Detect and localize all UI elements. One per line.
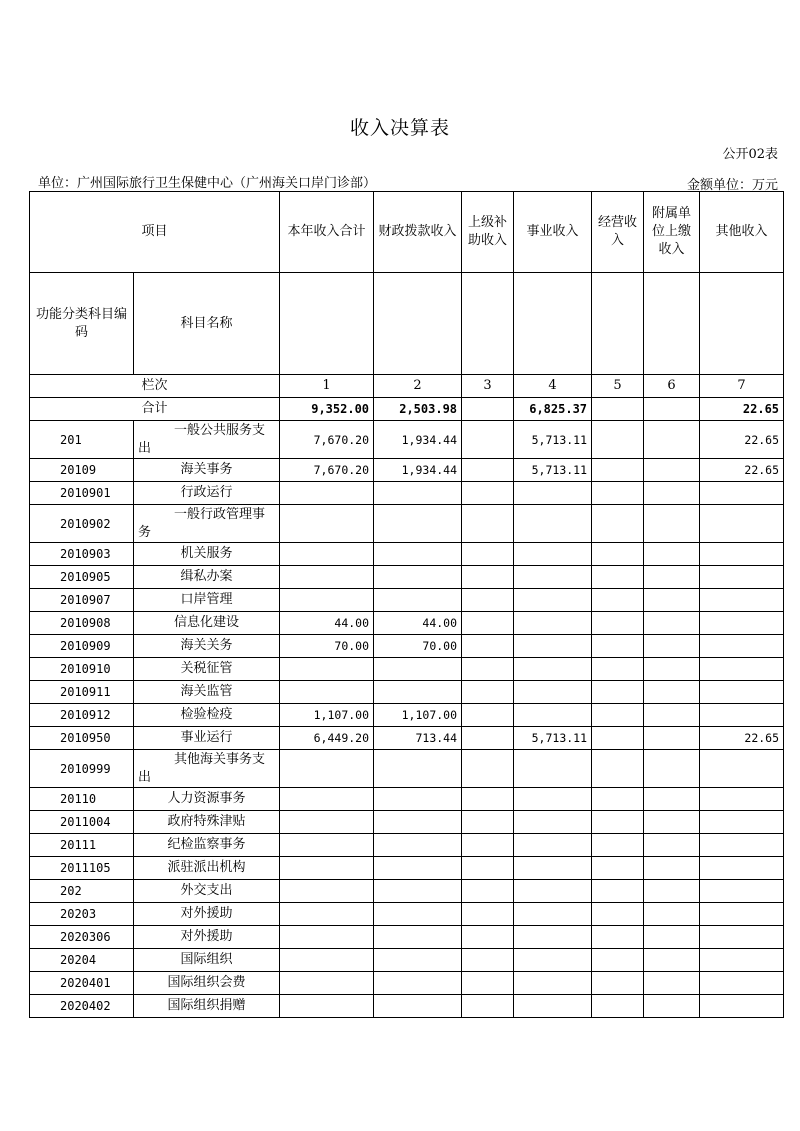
amount-cell: 6,449.20	[280, 727, 374, 750]
amount-cell	[280, 949, 374, 972]
table-row	[30, 995, 784, 1018]
amount-cell	[700, 949, 784, 972]
amount-cell	[514, 505, 592, 543]
amount-cell	[374, 926, 462, 949]
amount-cell: 44.00	[374, 612, 462, 635]
subject-name-cell: 一般公共服务支出	[134, 421, 280, 459]
amount-cell	[700, 589, 784, 612]
amount-cell	[280, 566, 374, 589]
table-row	[30, 750, 784, 788]
subject-name-cell: 海关关务	[134, 635, 280, 658]
header-fiscal: 财政拨款收入	[374, 192, 462, 273]
func-code-cell: 20203	[30, 903, 134, 926]
amount-cell: 22.65	[700, 459, 784, 482]
amount-cell	[280, 658, 374, 681]
amount-cell	[280, 926, 374, 949]
amount-cell	[700, 704, 784, 727]
subject-name-cell: 口岸管理	[134, 589, 280, 612]
amount-cell	[644, 811, 700, 834]
amount-cell	[374, 949, 462, 972]
table-row	[30, 459, 784, 482]
amount-cell: 1,934.44	[374, 421, 462, 459]
subject-name-cell: 国际组织	[134, 949, 280, 972]
func-code-cell: 202	[30, 880, 134, 903]
amount-cell	[462, 566, 514, 589]
amount-cell	[700, 880, 784, 903]
amount-cell	[592, 949, 644, 972]
amount-cell	[514, 880, 592, 903]
func-code-cell: 2010950	[30, 727, 134, 750]
func-code-cell: 2010905	[30, 566, 134, 589]
amount-cell	[374, 995, 462, 1018]
reporting-unit: 单位：广州国际旅行卫生保健中心（广州海关口岸门诊部）	[38, 176, 377, 191]
amount-cell	[700, 788, 784, 811]
subject-name-cell: 信息化建设	[134, 612, 280, 635]
subject-name-cell: 纪检监察事务	[134, 834, 280, 857]
subject-name-cell: 国际组织捐赠	[134, 995, 280, 1018]
amount-cell	[462, 612, 514, 635]
total-label: 合计	[30, 398, 280, 421]
amount-cell	[592, 421, 644, 459]
func-code-cell: 2020401	[30, 972, 134, 995]
amount-cell	[280, 543, 374, 566]
amount-cell: 7,670.20	[280, 421, 374, 459]
amount-cell	[374, 658, 462, 681]
amount-cell: 713.44	[374, 727, 462, 750]
amount-cell	[280, 972, 374, 995]
column-number: 1	[280, 375, 374, 398]
amount-cell	[462, 589, 514, 612]
total-value: 22.65	[700, 398, 784, 421]
total-value	[462, 398, 514, 421]
amount-cell	[514, 658, 592, 681]
amount-cell	[374, 811, 462, 834]
amount-cell: 44.00	[280, 612, 374, 635]
amount-cell	[644, 926, 700, 949]
amount-cell	[514, 788, 592, 811]
column-number: 2	[374, 375, 462, 398]
amount-cell	[514, 589, 592, 612]
amount-cell	[592, 589, 644, 612]
column-number: 6	[644, 375, 700, 398]
amount-cell	[280, 750, 374, 788]
amount-cell	[514, 834, 592, 857]
func-code-cell: 2010908	[30, 612, 134, 635]
amount-cell	[592, 566, 644, 589]
amount-cell	[514, 972, 592, 995]
header-func-code: 功能分类科目编码	[30, 273, 134, 375]
amount-cell	[280, 857, 374, 880]
amount-cell	[700, 811, 784, 834]
amount-cell	[374, 903, 462, 926]
func-code-cell: 20109	[30, 459, 134, 482]
amount-cell	[514, 681, 592, 704]
func-code-cell: 20110	[30, 788, 134, 811]
amount-cell	[592, 788, 644, 811]
amount-cell	[592, 972, 644, 995]
amount-cell	[280, 681, 374, 704]
amount-cell	[644, 566, 700, 589]
amount-cell	[700, 834, 784, 857]
amount-cell	[462, 857, 514, 880]
amount-cell	[592, 880, 644, 903]
header-row	[30, 192, 784, 273]
amount-cell	[280, 482, 374, 505]
amount-cell	[592, 995, 644, 1018]
column-number: 7	[700, 375, 784, 398]
amount-cell	[514, 857, 592, 880]
amount-cell	[644, 704, 700, 727]
amount-cell	[644, 903, 700, 926]
amount-cell	[514, 995, 592, 1018]
column-number: 4	[514, 375, 592, 398]
amount-cell	[462, 505, 514, 543]
amount-cell	[592, 727, 644, 750]
amount-cell	[280, 811, 374, 834]
amount-cell	[374, 972, 462, 995]
table-row	[30, 421, 784, 459]
amount-cell	[374, 857, 462, 880]
amount-cell	[700, 482, 784, 505]
amount-cell	[280, 834, 374, 857]
amount-cell	[280, 903, 374, 926]
amount-cell	[592, 635, 644, 658]
amount-cell	[700, 505, 784, 543]
amount-cell	[280, 880, 374, 903]
amount-cell	[644, 635, 700, 658]
amount-cell	[374, 505, 462, 543]
amount-cell	[514, 635, 592, 658]
amount-cell: 1,107.00	[280, 704, 374, 727]
table-row	[30, 543, 784, 566]
amount-cell	[700, 903, 784, 926]
amount-cell: 1,107.00	[374, 704, 462, 727]
amount-cell	[514, 704, 592, 727]
subject-name-cell: 一般行政管理事务	[134, 505, 280, 543]
amount-cell	[644, 750, 700, 788]
amount-cell	[374, 834, 462, 857]
func-code-cell: 2020306	[30, 926, 134, 949]
amount-cell	[592, 811, 644, 834]
subject-name-cell: 国际组织会费	[134, 972, 280, 995]
amount-cell	[514, 543, 592, 566]
amount-cell: 5,713.11	[514, 459, 592, 482]
amount-cell	[462, 750, 514, 788]
func-code-cell: 2010901	[30, 482, 134, 505]
amount-cell	[644, 788, 700, 811]
amount-cell	[644, 505, 700, 543]
func-code-cell: 2020402	[30, 995, 134, 1018]
amount-cell	[644, 543, 700, 566]
func-code-cell: 20111	[30, 834, 134, 857]
amount-cell	[462, 635, 514, 658]
subject-name-cell: 对外援助	[134, 926, 280, 949]
func-code-cell: 2011004	[30, 811, 134, 834]
subject-name-cell: 事业运行	[134, 727, 280, 750]
table-row	[30, 566, 784, 589]
func-code-cell: 2010910	[30, 658, 134, 681]
subject-name-cell: 检验检疫	[134, 704, 280, 727]
func-code-cell: 2010912	[30, 704, 134, 727]
money-unit: 金额单位：万元	[686, 178, 778, 193]
column-number-label: 栏次	[30, 375, 280, 398]
amount-cell	[462, 482, 514, 505]
amount-cell	[592, 505, 644, 543]
subject-name-cell: 缉私办案	[134, 566, 280, 589]
func-code-cell: 2010999	[30, 750, 134, 788]
column-number: 3	[462, 375, 514, 398]
amount-cell: 22.65	[700, 727, 784, 750]
amount-cell	[592, 834, 644, 857]
amount-cell	[592, 750, 644, 788]
subject-name-cell: 海关事务	[134, 459, 280, 482]
header-other: 其他收入	[700, 192, 784, 273]
func-code-cell: 2010911	[30, 681, 134, 704]
table-row	[30, 681, 784, 704]
amount-cell	[514, 903, 592, 926]
subject-name-cell: 派驻派出机构	[134, 857, 280, 880]
amount-cell	[514, 482, 592, 505]
header-operating: 经营收入	[592, 192, 644, 273]
amount-cell	[700, 635, 784, 658]
table-row	[30, 658, 784, 681]
table-row	[30, 635, 784, 658]
amount-cell	[700, 658, 784, 681]
subject-name-cell: 行政运行	[134, 482, 280, 505]
table-row	[30, 811, 784, 834]
amount-cell	[592, 658, 644, 681]
amount-cell	[592, 903, 644, 926]
amount-cell	[700, 995, 784, 1018]
total-value: 9,352.00	[280, 398, 374, 421]
amount-cell	[514, 612, 592, 635]
amount-cell	[644, 421, 700, 459]
amount-cell	[644, 972, 700, 995]
amount-cell	[592, 681, 644, 704]
amount-cell	[462, 926, 514, 949]
form-number: 公开02表	[722, 147, 778, 162]
table-row	[30, 788, 784, 811]
subject-name-cell: 关税征管	[134, 658, 280, 681]
amount-cell	[644, 880, 700, 903]
func-code-cell: 2010909	[30, 635, 134, 658]
table-row	[30, 834, 784, 857]
amount-cell	[592, 704, 644, 727]
header-total: 本年收入合计	[280, 192, 374, 273]
func-code-cell: 2011105	[30, 857, 134, 880]
subject-name-cell: 外交支出	[134, 880, 280, 903]
amount-cell	[374, 880, 462, 903]
amount-cell	[700, 857, 784, 880]
table-row	[30, 727, 784, 750]
func-code-cell: 2010907	[30, 589, 134, 612]
report-title: 收入决算表	[349, 117, 450, 139]
amount-cell: 70.00	[374, 635, 462, 658]
amount-cell	[592, 857, 644, 880]
func-code-cell: 201	[30, 421, 134, 459]
amount-cell	[374, 788, 462, 811]
amount-cell	[462, 658, 514, 681]
amount-cell	[592, 543, 644, 566]
header-business: 事业收入	[514, 192, 592, 273]
amount-cell	[374, 589, 462, 612]
amount-cell	[644, 857, 700, 880]
amount-cell	[644, 459, 700, 482]
table-row	[30, 482, 784, 505]
column-number-row	[30, 375, 784, 398]
subheader-row	[30, 273, 784, 375]
amount-cell	[462, 681, 514, 704]
column-number: 5	[592, 375, 644, 398]
amount-cell	[592, 926, 644, 949]
total-value: 6,825.37	[514, 398, 592, 421]
amount-cell: 22.65	[700, 421, 784, 459]
amount-cell	[644, 949, 700, 972]
total-value	[644, 398, 700, 421]
amount-cell	[514, 750, 592, 788]
amount-cell	[462, 421, 514, 459]
table-row	[30, 857, 784, 880]
amount-cell	[462, 880, 514, 903]
amount-cell	[700, 681, 784, 704]
amount-cell	[700, 972, 784, 995]
amount-cell	[374, 566, 462, 589]
table-row	[30, 972, 784, 995]
amount-cell	[462, 834, 514, 857]
subject-name-cell: 政府特殊津贴	[134, 811, 280, 834]
amount-cell	[700, 926, 784, 949]
amount-cell	[462, 727, 514, 750]
func-code-cell: 2010902	[30, 505, 134, 543]
table-row	[30, 880, 784, 903]
amount-cell	[644, 995, 700, 1018]
amount-cell	[700, 612, 784, 635]
total-value	[592, 398, 644, 421]
amount-cell	[462, 903, 514, 926]
amount-cell	[462, 704, 514, 727]
subject-name-cell: 其他海关事务支出	[134, 750, 280, 788]
amount-cell	[280, 589, 374, 612]
amount-cell	[700, 566, 784, 589]
table-row	[30, 704, 784, 727]
header-affiliated: 附属单位上缴收入	[644, 192, 700, 273]
amount-cell	[462, 972, 514, 995]
amount-cell: 1,934.44	[374, 459, 462, 482]
amount-cell	[374, 750, 462, 788]
amount-cell	[462, 543, 514, 566]
amount-cell	[644, 589, 700, 612]
amount-cell: 5,713.11	[514, 421, 592, 459]
amount-cell: 5,713.11	[514, 727, 592, 750]
amount-cell	[280, 995, 374, 1018]
amount-cell	[462, 459, 514, 482]
amount-cell	[462, 788, 514, 811]
table-row	[30, 505, 784, 543]
amount-cell	[700, 543, 784, 566]
amount-cell	[592, 482, 644, 505]
subject-name-cell: 人力资源事务	[134, 788, 280, 811]
table-row	[30, 903, 784, 926]
subject-name-cell: 机关服务	[134, 543, 280, 566]
amount-cell	[644, 482, 700, 505]
amount-cell: 7,670.20	[280, 459, 374, 482]
amount-cell	[280, 788, 374, 811]
header-higher: 上级补助收入	[462, 192, 514, 273]
table-row	[30, 949, 784, 972]
amount-cell	[514, 811, 592, 834]
amount-cell	[700, 750, 784, 788]
amount-cell	[514, 949, 592, 972]
amount-cell	[462, 995, 514, 1018]
amount-cell	[374, 681, 462, 704]
func-code-cell: 20204	[30, 949, 134, 972]
amount-cell	[644, 727, 700, 750]
amount-cell	[644, 612, 700, 635]
table-row	[30, 926, 784, 949]
table-row	[30, 612, 784, 635]
income-table	[29, 191, 784, 1018]
amount-cell	[462, 811, 514, 834]
func-code-cell: 2010903	[30, 543, 134, 566]
amount-cell	[592, 459, 644, 482]
subject-name-cell: 海关监管	[134, 681, 280, 704]
amount-cell	[644, 658, 700, 681]
amount-cell: 70.00	[280, 635, 374, 658]
amount-cell	[644, 834, 700, 857]
table-row	[30, 589, 784, 612]
amount-cell	[374, 543, 462, 566]
amount-cell	[514, 926, 592, 949]
header-item: 项目	[30, 192, 280, 273]
amount-cell	[374, 482, 462, 505]
amount-cell	[514, 566, 592, 589]
subject-name-cell: 对外援助	[134, 903, 280, 926]
amount-cell	[280, 505, 374, 543]
total-value: 2,503.98	[374, 398, 462, 421]
amount-cell	[592, 612, 644, 635]
amount-cell	[462, 949, 514, 972]
header-subject-name: 科目名称	[134, 273, 280, 375]
amount-cell	[644, 681, 700, 704]
total-row	[30, 398, 784, 421]
